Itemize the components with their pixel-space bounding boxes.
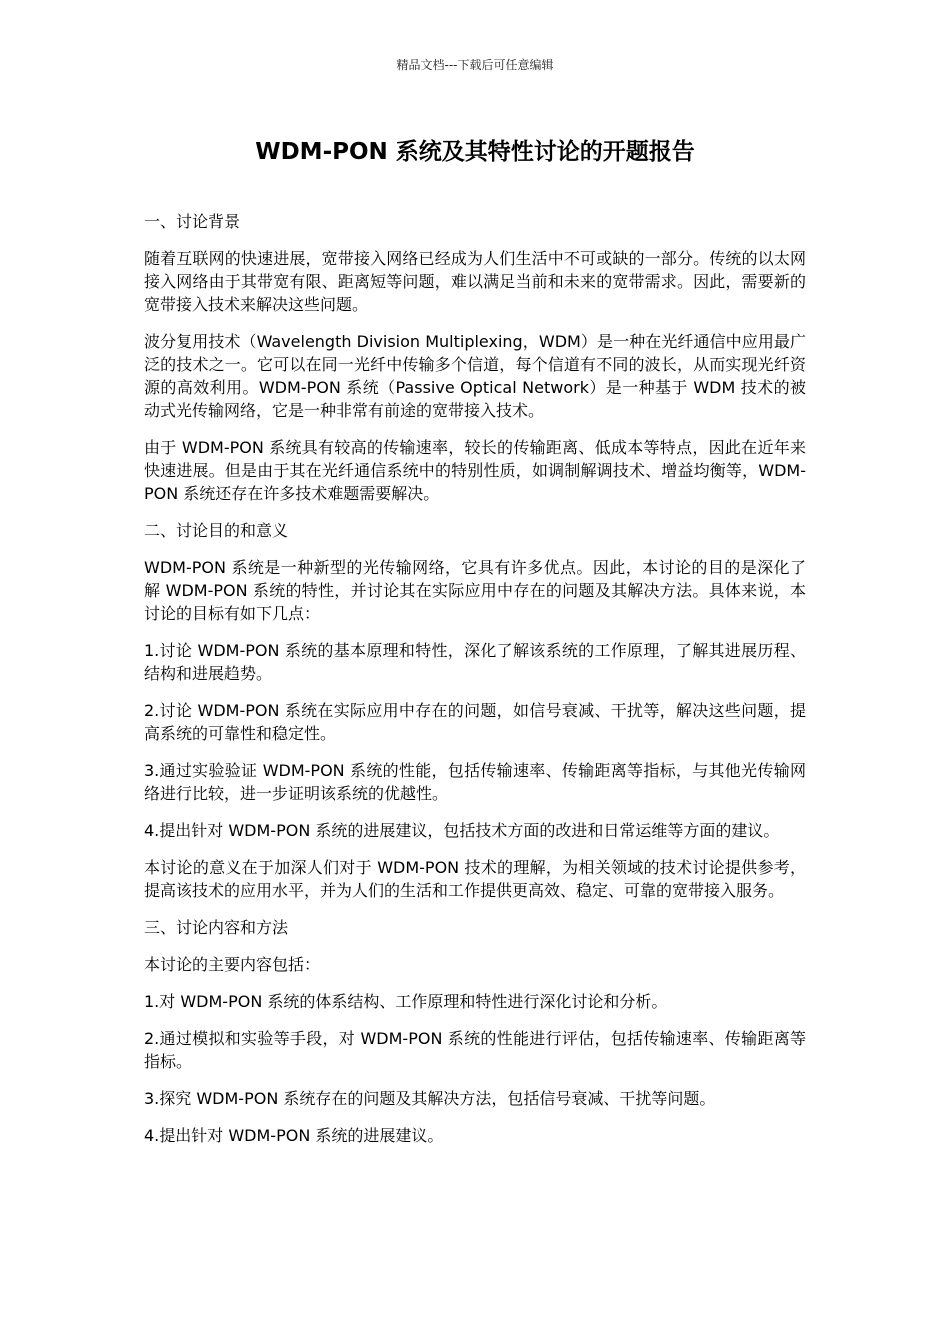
paragraph: WDM-PON 系统是一种新型的光传输网络，它具有许多优点。因此，本讨论的目的是深化了解 WDM-PON 系统的特性，并讨论其在实际应用中存在的问题及其解决方法。具体来说，本讨论的目标有如下几点： [144, 558, 806, 623]
section-heading-content-methods: 三、讨论内容和方法 [144, 918, 289, 937]
paragraph: 本讨论的意义在于加深人们对于 WDM-PON 技术的理解，为相关领域的技术讨论提供参考，提高该技术的应用水平，并为人们的生活和工作提供更高效、稳定、可靠的宽带接入服务。 [144, 858, 806, 900]
paragraph: 波分复用技术（Wavelength Division Multiplexing，WDM）是一种在光纤通信中应用最广泛的技术之一。它可以在同一光纤中传输多个信道，每个信道有不同的波长，从而实现光纤资源的高效利用。WDM-PON 系统（Passive Optical Network）是一种基于 WDM 技术的被动式光传输网络，它是一种非常有前途的宽带接入技术。 [144, 332, 806, 420]
header-note: 精品文档---下载后可任意编辑 [396, 58, 554, 72]
list-item: 2.通过模拟和实验等手段，对 WDM-PON 系统的性能进行评估，包括传输速率、传输距离等指标。 [144, 1029, 806, 1071]
list-item: 4.提出针对 WDM-PON 系统的进展建议，包括技术方面的改进和日常运维等方面的建议。 [144, 821, 780, 840]
list-item: 1.对 WDM-PON 系统的体系结构、工作原理和特性进行深化讨论和分析。 [144, 992, 668, 1011]
section-heading-purpose: 二、讨论目的和意义 [144, 521, 289, 540]
list-item: 3.通过实验验证 WDM-PON 系统的性能，包括传输速率、传输距离等指标，与其他光传输网络进行比较，进一步证明该系统的优越性。 [144, 761, 806, 803]
paragraph: 随着互联网的快速进展，宽带接入网络已经成为人们生活中不可或缺的一部分。传统的以太网接入网络由于其带宽有限、距离短等问题，难以满足当前和未来的宽带需求。因此，需要新的宽带接入技术来解决这些问题。 [144, 249, 806, 314]
list-item: 1.讨论 WDM-PON 系统的基本原理和特性，深化了解该系统的工作原理，了解其进展历程、结构和进展趋势。 [144, 641, 806, 683]
document-body [144, 210, 806, 1161]
list-item: 4.提出针对 WDM-PON 系统的进展建议。 [144, 1126, 444, 1145]
paragraph: 本讨论的主要内容包括： [144, 955, 321, 974]
section-heading-background: 一、讨论背景 [144, 212, 241, 231]
list-item: 2.讨论 WDM-PON 系统在实际应用中存在的问题，如信号衰减、干扰等，解决这些问题，提高系统的可靠性和稳定性。 [144, 701, 806, 743]
list-item: 3.探究 WDM-PON 系统存在的问题及其解决方法，包括信号衰减、干扰等问题。 [144, 1089, 716, 1108]
document-title: WDM-PON 系统及其特性讨论的开题报告 [255, 139, 695, 165]
paragraph: 由于 WDM-PON 系统具有较高的传输速率，较长的传输距离、低成本等特点，因此在近年来快速进展。但是由于其在光纤通信系统中的特别性质，如调制解调技术、增益均衡等，WDM-PON 系统还存在许多技术难题需要解决。 [144, 438, 806, 503]
